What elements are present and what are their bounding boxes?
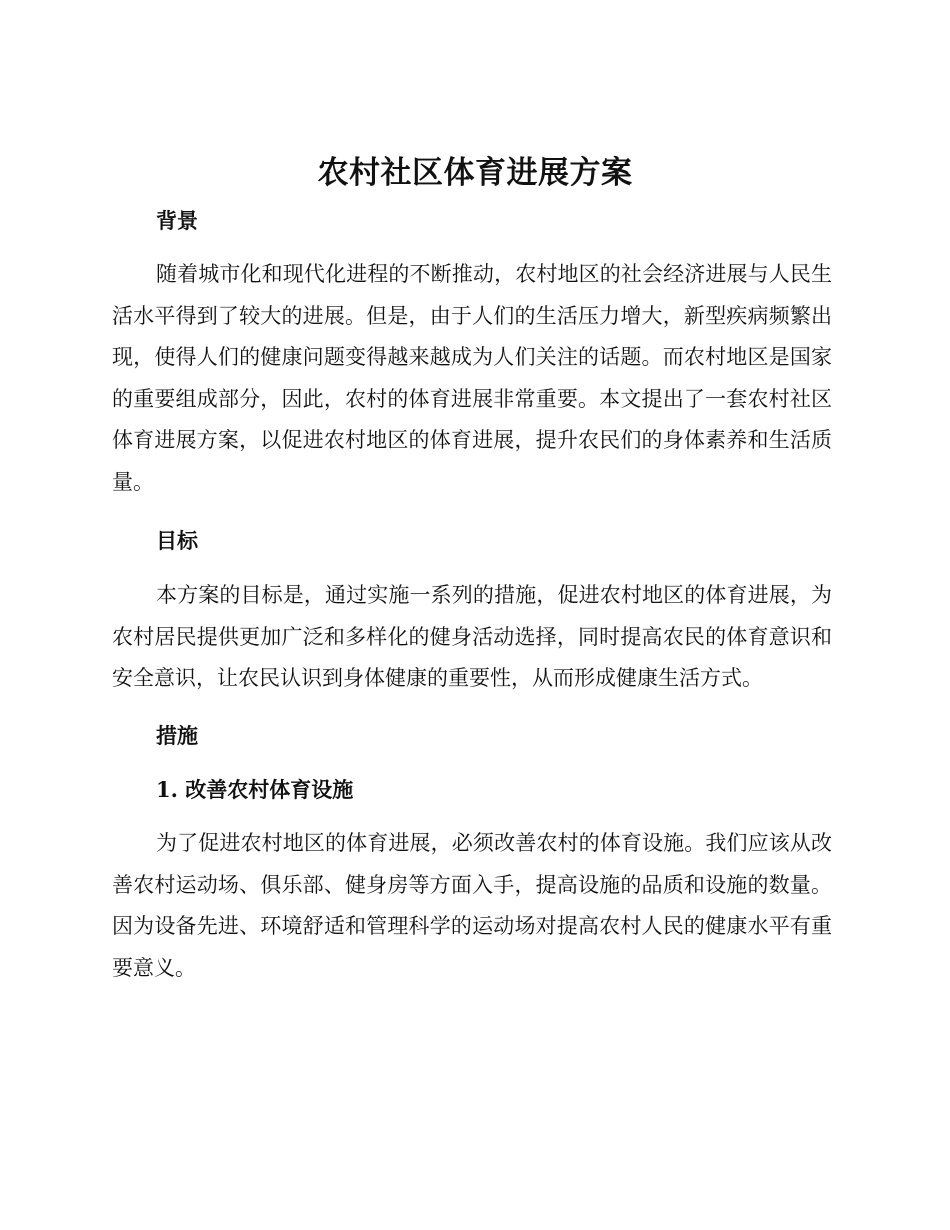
- section-heading-measures: 措施: [156, 723, 198, 748]
- section-body-background: 随着城市化和现代化进程的不断推动，农村地区的社会经济进展与人民生活水平得到了较大的进展。但是，由于人们的生活压力增大，新型疾病频繁出现，使得人们的健康问题变得越来越成为人们关注的话题。而农村地区是国家的重要组成部分，因此，农村的体育进展非常重要。本文提出了一套农村社区体育进展方案，以促进农村地区的体育进展，提升农民们的身体素养和生活质量。: [112, 262, 832, 494]
- document-title: 农村社区体育进展方案: [317, 155, 633, 191]
- section-body-goal: 本方案的目标是，通过实施一系列的措施，促进农村地区的体育进展，为农村居民提供更加广泛和多样化的健身活动选择，同时提高农民的体育意识和安全意识，让农民认识到身体健康的重要性，从而形成健康生活方式。: [112, 583, 832, 691]
- section-heading-background: 背景: [156, 208, 198, 233]
- measure-item-body: 为了促进农村地区的体育进展，必须改善农村的体育设施。我们应该从改善农村运动场、俱乐部、健身房等方面入手，提高设施的品质和设施的数量。因为设备先进、环境舒适和管理科学的运动场对提高农村人民的健康水平有重要意义。: [112, 831, 832, 980]
- section-heading-goal: 目标: [156, 528, 198, 553]
- measure-item-heading: 1. 改善农村体育设施: [156, 777, 354, 802]
